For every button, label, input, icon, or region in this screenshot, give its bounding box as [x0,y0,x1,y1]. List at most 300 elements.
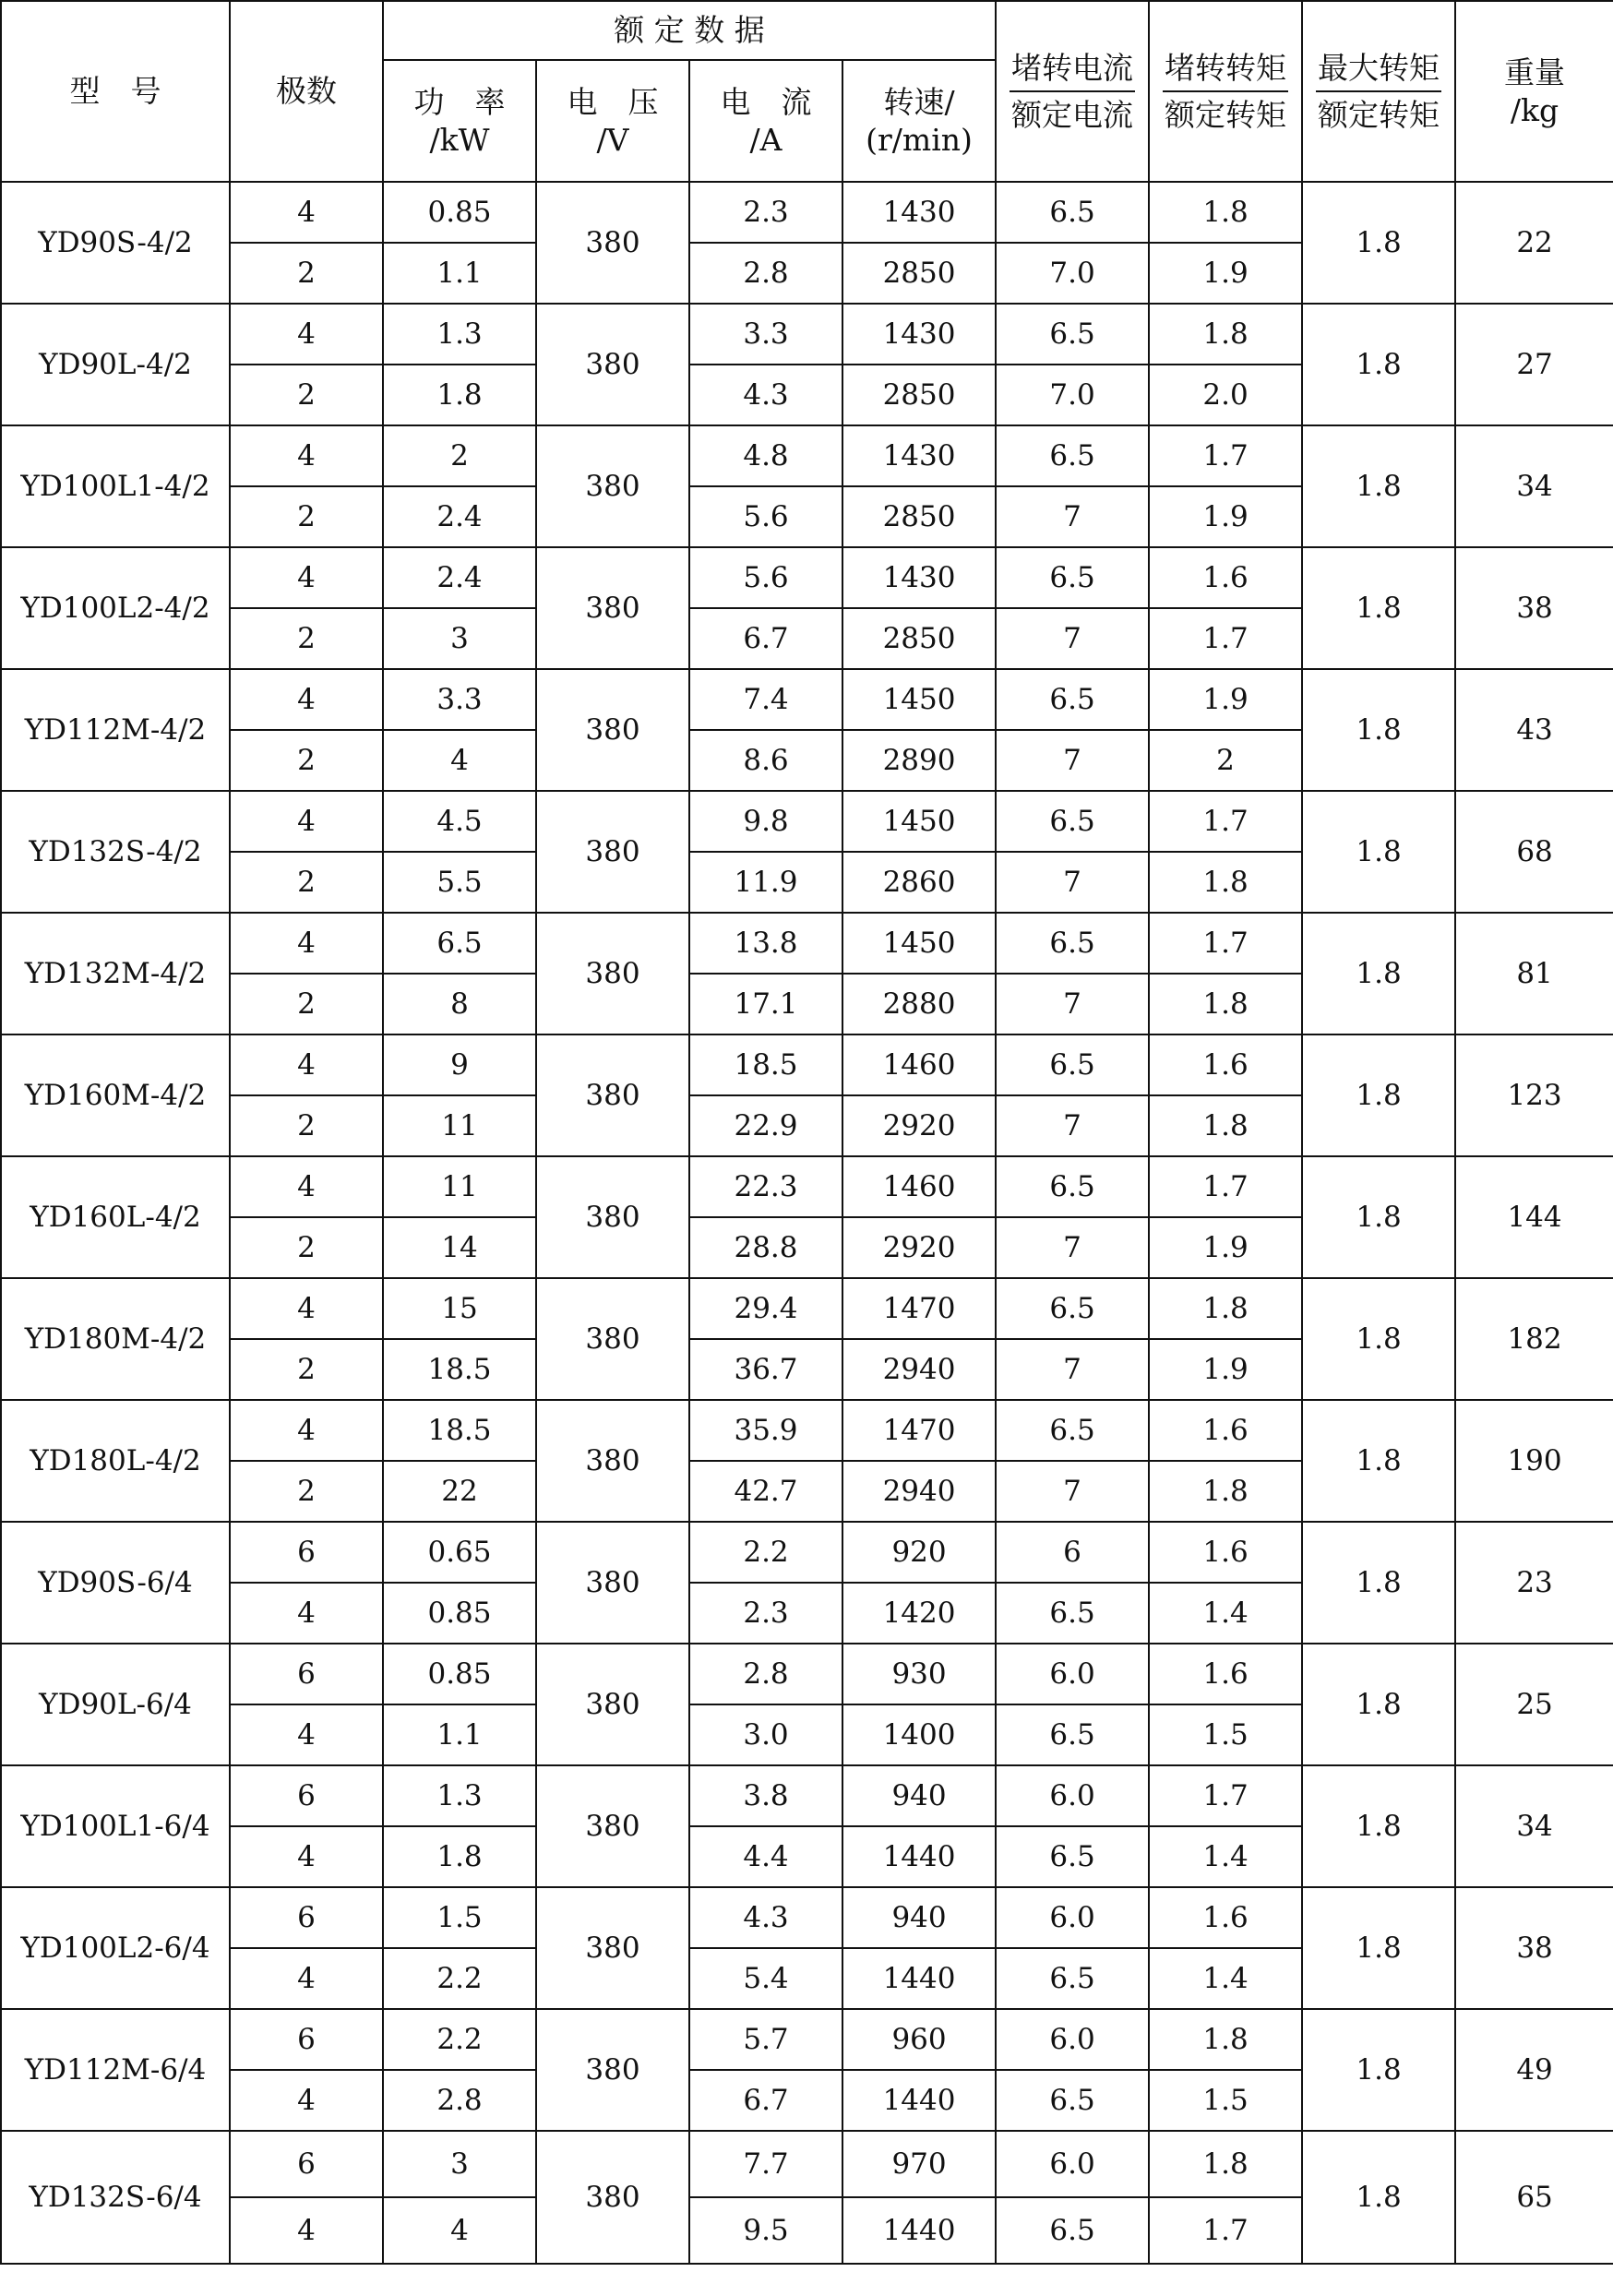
locked-current-ratio-cell: 7 [996,1217,1149,1278]
current-cell: 3.0 [689,1704,842,1765]
weight-cell: 27 [1455,304,1613,425]
locked-torque-ratio-cell: 1.6 [1149,1522,1302,1583]
poles-cell: 4 [230,2197,383,2264]
current-cell: 18.5 [689,1034,842,1095]
table-row [1,425,1613,486]
locked-current-ratio-cell: 6.0 [996,2131,1149,2197]
current-cell: 29.4 [689,1278,842,1339]
current-cell: 2.8 [689,1644,842,1704]
speed-cell: 2850 [842,365,996,425]
power-cell: 0.85 [383,1644,536,1704]
locked-torque-ratio-cell: 1.7 [1149,608,1302,669]
voltage-cell: 380 [536,1887,689,2009]
power-cell: 9 [383,1034,536,1095]
max-torque-ratio-cell: 1.8 [1302,913,1455,1034]
poles-cell: 4 [230,182,383,243]
locked-torque-ratio-cell: 1.8 [1149,1095,1302,1156]
speed-cell: 1430 [842,182,996,243]
poles-cell: 4 [230,913,383,974]
model-cell: YD160L-4/2 [1,1156,230,1278]
speed-cell: 2880 [842,974,996,1034]
model-cell: YD112M-4/2 [1,669,230,791]
header-rated-group [383,1,996,60]
power-cell: 4 [383,730,536,791]
power-cell: 18.5 [383,1339,536,1400]
max-torque-numerator: 最大转矩 [1316,49,1441,92]
voltage-cell: 380 [536,1278,689,1400]
locked-torque-ratio-cell: 1.8 [1149,1278,1302,1339]
max-torque-ratio-cell: 1.8 [1302,1034,1455,1156]
max-torque-ratio-cell: 1.8 [1302,1278,1455,1400]
max-torque-ratio-cell: 1.8 [1302,1644,1455,1765]
table-row [1,1887,1613,1948]
locked-torque-ratio-cell: 1.9 [1149,243,1302,304]
power-cell: 6.5 [383,913,536,974]
table-row [1,2131,1613,2197]
header-current-name: 电 流 [720,83,812,120]
locked-torque-ratio-cell: 1.6 [1149,1034,1302,1095]
weight-cell: 49 [1455,2009,1613,2131]
locked-torque-ratio-cell: 1.4 [1149,1948,1302,2009]
header-weight-name: 重量 [1504,54,1566,90]
locked-torque-ratio-cell: 1.6 [1149,1400,1302,1461]
header-speed-unit: (r/min) [866,122,973,158]
table-row [1,1034,1613,1095]
locked-torque-ratio-cell: 1.7 [1149,2197,1302,2264]
max-torque-ratio-cell: 1.8 [1302,1887,1455,2009]
locked-torque-ratio-cell: 1.7 [1149,913,1302,974]
current-cell: 6.7 [689,2070,842,2131]
header-voltage [536,60,689,182]
power-cell: 3.3 [383,669,536,730]
locked-torque-ratio-cell: 1.7 [1149,1765,1302,1826]
speed-cell: 1450 [842,669,996,730]
power-cell: 14 [383,1217,536,1278]
max-torque-ratio-cell: 1.8 [1302,182,1455,304]
power-cell: 1.8 [383,1826,536,1887]
current-cell: 2.3 [689,1583,842,1644]
table-row [1,547,1613,608]
max-torque-ratio-cell: 1.8 [1302,1400,1455,1522]
table-row [1,1278,1613,1339]
poles-cell: 4 [230,2070,383,2131]
model-cell: YD132M-4/2 [1,913,230,1034]
max-torque-ratio-cell: 1.8 [1302,669,1455,791]
speed-cell: 1440 [842,2070,996,2131]
speed-cell: 2850 [842,243,996,304]
current-cell: 3.8 [689,1765,842,1826]
locked-torque-ratio-cell: 1.4 [1149,1583,1302,1644]
current-cell: 42.7 [689,1461,842,1522]
poles-cell: 2 [230,1095,383,1156]
voltage-cell: 380 [536,1644,689,1765]
current-cell: 4.3 [689,365,842,425]
header-voltage-name: 电 压 [567,83,659,120]
speed-cell: 920 [842,1522,996,1583]
table-header [1,1,1613,182]
power-cell: 3 [383,2131,536,2197]
power-cell: 22 [383,1461,536,1522]
speed-cell: 930 [842,1644,996,1704]
voltage-cell: 380 [536,1522,689,1644]
voltage-cell: 380 [536,1765,689,1887]
power-cell: 2 [383,425,536,486]
poles-cell: 6 [230,2131,383,2197]
locked-torque-ratio-cell: 1.9 [1149,669,1302,730]
locked-current-ratio-cell: 7 [996,1339,1149,1400]
current-cell: 11.9 [689,852,842,913]
header-poles-label: 极数 [276,73,337,110]
weight-cell: 144 [1455,1156,1613,1278]
model-cell: YD90L-4/2 [1,304,230,425]
poles-cell: 4 [230,791,383,852]
model-cell: YD132S-6/4 [1,2131,230,2264]
max-torque-ratio-cell: 1.8 [1302,304,1455,425]
power-cell: 1.1 [383,243,536,304]
locked-torque-ratio-cell: 1.7 [1149,425,1302,486]
current-cell: 4.3 [689,1887,842,1948]
locked-current-ratio-cell: 6.5 [996,1948,1149,2009]
locked-current-ratio-cell: 7 [996,486,1149,547]
voltage-cell: 380 [536,669,689,791]
locked-current-ratio-cell: 7 [996,1461,1149,1522]
power-cell: 2.2 [383,1948,536,2009]
poles-cell: 2 [230,1339,383,1400]
header-model-label: 型 号 [69,73,161,110]
table-row [1,1644,1613,1704]
speed-cell: 1460 [842,1034,996,1095]
power-cell: 1.3 [383,1765,536,1826]
locked-torque-ratio-cell: 2.0 [1149,365,1302,425]
table-row [1,1522,1613,1583]
voltage-cell: 380 [536,425,689,547]
speed-cell: 2920 [842,1095,996,1156]
locked-torque-ratio-cell: 1.6 [1149,1644,1302,1704]
poles-cell: 2 [230,608,383,669]
locked-torque-ratio-cell: 1.5 [1149,2070,1302,2131]
model-cell: YD100L2-6/4 [1,1887,230,2009]
model-cell: YD90S-6/4 [1,1522,230,1644]
locked-current-ratio-cell: 6.0 [996,2009,1149,2070]
table-row [1,791,1613,852]
voltage-cell: 380 [536,1156,689,1278]
current-cell: 22.9 [689,1095,842,1156]
table-row [1,1765,1613,1826]
header-locked-torque-ratio [1149,1,1302,182]
locked-current-ratio-cell: 7 [996,730,1149,791]
current-cell: 7.4 [689,669,842,730]
current-cell: 36.7 [689,1339,842,1400]
speed-cell: 2850 [842,608,996,669]
current-cell: 6.7 [689,608,842,669]
poles-cell: 4 [230,669,383,730]
poles-cell: 6 [230,1644,383,1704]
voltage-cell: 380 [536,1400,689,1522]
model-cell: YD180M-4/2 [1,1278,230,1400]
header-power-name: 功 率 [413,83,506,120]
weight-cell: 25 [1455,1644,1613,1765]
speed-cell: 970 [842,2131,996,2197]
model-cell: YD90L-6/4 [1,1644,230,1765]
speed-cell: 1440 [842,1826,996,1887]
header-model [1,1,230,182]
header-speed-name: 转速/ [883,83,955,120]
header-speed [842,60,996,182]
locked-current-ratio-cell: 7 [996,608,1149,669]
locked-torque-ratio-cell: 1.8 [1149,852,1302,913]
current-cell: 2.2 [689,1522,842,1583]
locked-current-ratio-cell: 6.5 [996,1704,1149,1765]
max-torque-ratio-cell: 1.8 [1302,2009,1455,2131]
current-cell: 5.6 [689,547,842,608]
model-cell: YD180L-4/2 [1,1400,230,1522]
weight-cell: 81 [1455,913,1613,1034]
weight-cell: 38 [1455,1887,1613,2009]
power-cell: 0.85 [383,1583,536,1644]
model-cell: YD112M-6/4 [1,2009,230,2131]
locked-torque-ratio-cell: 1.8 [1149,974,1302,1034]
current-cell: 28.8 [689,1217,842,1278]
current-cell: 35.9 [689,1400,842,1461]
power-cell: 0.65 [383,1522,536,1583]
weight-cell: 43 [1455,669,1613,791]
speed-cell: 2920 [842,1217,996,1278]
locked-torque-ratio-cell: 1.8 [1149,2131,1302,2197]
locked-current-ratio-cell: 7 [996,852,1149,913]
current-cell: 5.4 [689,1948,842,2009]
poles-cell: 4 [230,1034,383,1095]
max-torque-denominator: 额定转矩 [1318,97,1440,133]
power-cell: 1.3 [383,304,536,365]
power-cell: 5.5 [383,852,536,913]
power-cell: 2.4 [383,486,536,547]
power-cell: 11 [383,1156,536,1217]
locked-torque-numerator: 堵转转矩 [1163,49,1288,92]
weight-cell: 23 [1455,1522,1613,1644]
locked-torque-ratio-cell: 1.9 [1149,486,1302,547]
current-cell: 13.8 [689,913,842,974]
weight-cell: 65 [1455,2131,1613,2264]
current-cell: 4.8 [689,425,842,486]
power-cell: 2.8 [383,2070,536,2131]
table-row [1,1156,1613,1217]
voltage-cell: 380 [536,304,689,425]
locked-current-ratio-cell: 6.5 [996,2197,1149,2264]
power-cell: 0.85 [383,182,536,243]
weight-cell: 38 [1455,547,1613,669]
locked-torque-ratio-cell: 1.7 [1149,791,1302,852]
poles-cell: 6 [230,1887,383,1948]
header-current-unit: /A [749,122,783,158]
speed-cell: 1440 [842,2197,996,2264]
weight-cell: 34 [1455,425,1613,547]
power-cell: 2.2 [383,2009,536,2070]
header-locked-current-ratio [996,1,1149,182]
speed-cell: 2940 [842,1461,996,1522]
locked-torque-denominator: 额定转矩 [1165,97,1287,133]
voltage-cell: 380 [536,547,689,669]
poles-cell: 2 [230,730,383,791]
speed-cell: 1450 [842,791,996,852]
locked-torque-ratio-cell: 1.9 [1149,1339,1302,1400]
voltage-cell: 380 [536,1034,689,1156]
poles-cell: 4 [230,1278,383,1339]
locked-torque-ratio-cell: 1.4 [1149,1826,1302,1887]
poles-cell: 2 [230,852,383,913]
speed-cell: 1430 [842,304,996,365]
speed-cell: 1430 [842,425,996,486]
speed-cell: 2850 [842,486,996,547]
max-torque-ratio-cell: 1.8 [1302,2131,1455,2264]
locked-current-ratio-cell: 6.5 [996,1278,1149,1339]
locked-current-ratio-cell: 6.0 [996,1765,1149,1826]
power-cell: 15 [383,1278,536,1339]
poles-cell: 4 [230,425,383,486]
poles-cell: 4 [230,1704,383,1765]
current-cell: 9.8 [689,791,842,852]
poles-cell: 2 [230,486,383,547]
table-body [1,182,1613,2264]
speed-cell: 940 [842,1887,996,1948]
locked-current-ratio-cell: 6.0 [996,1887,1149,1948]
locked-current-ratio-cell: 7 [996,1095,1149,1156]
power-cell: 11 [383,1095,536,1156]
voltage-cell: 380 [536,2131,689,2264]
current-cell: 7.7 [689,2131,842,2197]
model-cell: YD132S-4/2 [1,791,230,913]
header-current [689,60,842,182]
locked-current-ratio-cell: 7.0 [996,365,1149,425]
locked-current-ratio-cell: 6.5 [996,547,1149,608]
voltage-cell: 380 [536,913,689,1034]
locked-torque-ratio-cell: 1.7 [1149,1156,1302,1217]
current-cell: 2.8 [689,243,842,304]
power-cell: 1.8 [383,365,536,425]
model-cell: YD90S-4/2 [1,182,230,304]
locked-current-ratio-cell: 6.5 [996,913,1149,974]
locked-current-ratio-cell: 6.5 [996,182,1149,243]
power-cell: 4 [383,2197,536,2264]
weight-cell: 123 [1455,1034,1613,1156]
voltage-cell: 380 [536,2009,689,2131]
max-torque-ratio-cell: 1.8 [1302,1765,1455,1887]
weight-cell: 182 [1455,1278,1613,1400]
speed-cell: 1460 [842,1156,996,1217]
header-weight [1455,1,1613,182]
power-cell: 18.5 [383,1400,536,1461]
max-torque-ratio-cell: 1.8 [1302,547,1455,669]
poles-cell: 6 [230,2009,383,2070]
header-rated-group-label: 额 定 数 据 [614,12,765,49]
header-power-unit: /kW [429,122,490,158]
locked-torque-ratio-cell: 1.5 [1149,1704,1302,1765]
locked-torque-ratio-cell: 1.8 [1149,304,1302,365]
power-cell: 2.4 [383,547,536,608]
model-cell: YD160M-4/2 [1,1034,230,1156]
speed-cell: 2860 [842,852,996,913]
locked-current-numerator: 堵转电流 [1010,49,1135,92]
speed-cell: 1470 [842,1400,996,1461]
header-max-torque-ratio [1302,1,1455,182]
poles-cell: 4 [230,1156,383,1217]
locked-torque-ratio-cell: 1.6 [1149,547,1302,608]
voltage-cell: 380 [536,182,689,304]
power-cell: 4.5 [383,791,536,852]
locked-current-ratio-cell: 6.5 [996,1826,1149,1887]
current-cell: 2.3 [689,182,842,243]
poles-cell: 6 [230,1522,383,1583]
speed-cell: 1450 [842,913,996,974]
weight-cell: 68 [1455,791,1613,913]
poles-cell: 6 [230,1765,383,1826]
locked-current-ratio-cell: 7.0 [996,243,1149,304]
table-row [1,913,1613,974]
locked-torque-ratio-cell: 1.6 [1149,1887,1302,1948]
header-power [383,60,536,182]
poles-cell: 4 [230,1948,383,2009]
locked-current-ratio-cell: 6.5 [996,1400,1149,1461]
poles-cell: 4 [230,1583,383,1644]
current-cell: 5.6 [689,486,842,547]
table-row [1,2009,1613,2070]
table-row [1,182,1613,243]
poles-cell: 4 [230,1826,383,1887]
table-row [1,304,1613,365]
locked-torque-ratio-cell: 1.8 [1149,1461,1302,1522]
header-poles [230,1,383,182]
max-torque-ratio-cell: 1.8 [1302,425,1455,547]
locked-current-ratio-cell: 6.5 [996,791,1149,852]
current-cell: 22.3 [689,1156,842,1217]
current-cell: 9.5 [689,2197,842,2264]
locked-current-ratio-cell: 7 [996,974,1149,1034]
weight-cell: 34 [1455,1765,1613,1887]
locked-current-ratio-cell: 6.5 [996,425,1149,486]
max-torque-ratio-cell: 1.8 [1302,1156,1455,1278]
locked-current-ratio-cell: 6.5 [996,1156,1149,1217]
max-torque-ratio-cell: 1.8 [1302,791,1455,913]
speed-cell: 2890 [842,730,996,791]
locked-current-ratio-cell: 6.5 [996,304,1149,365]
voltage-cell: 380 [536,791,689,913]
model-cell: YD100L1-6/4 [1,1765,230,1887]
locked-torque-ratio-cell: 1.8 [1149,2009,1302,2070]
poles-cell: 4 [230,304,383,365]
power-cell: 1.1 [383,1704,536,1765]
speed-cell: 1430 [842,547,996,608]
current-cell: 17.1 [689,974,842,1034]
power-cell: 3 [383,608,536,669]
power-cell: 1.5 [383,1887,536,1948]
locked-current-ratio-cell: 6.5 [996,1583,1149,1644]
locked-current-denominator: 额定电流 [1011,97,1134,133]
locked-current-ratio-cell: 6.5 [996,1034,1149,1095]
speed-cell: 1400 [842,1704,996,1765]
poles-cell: 4 [230,1400,383,1461]
speed-cell: 940 [842,1765,996,1826]
header-voltage-unit: /V [596,122,629,158]
model-cell: YD100L2-4/2 [1,547,230,669]
speed-cell: 960 [842,2009,996,2070]
current-cell: 8.6 [689,730,842,791]
table-row [1,669,1613,730]
weight-cell: 190 [1455,1400,1613,1522]
power-cell: 8 [383,974,536,1034]
poles-cell: 2 [230,974,383,1034]
locked-current-ratio-cell: 6.0 [996,1644,1149,1704]
locked-current-ratio-cell: 6.5 [996,669,1149,730]
current-cell: 3.3 [689,304,842,365]
